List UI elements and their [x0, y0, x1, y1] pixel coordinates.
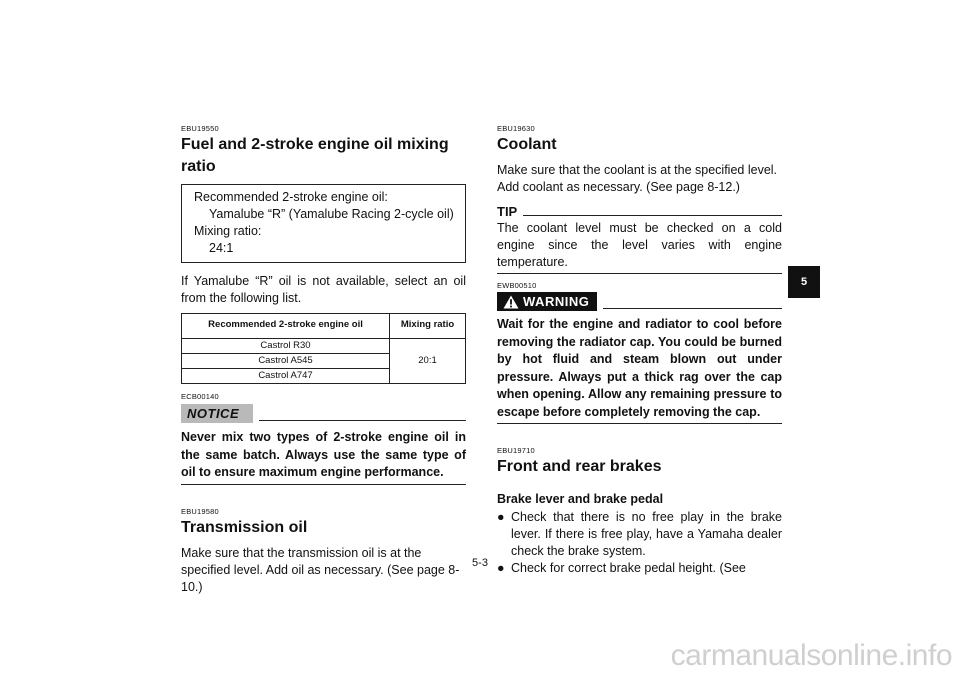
notice-rule: [259, 420, 466, 421]
right-column: [497, 124, 782, 577]
warning-badge: [497, 292, 597, 311]
spec-box: [181, 184, 466, 263]
warning-end-rule: [497, 423, 782, 424]
alternate-oil-text: If Yamalube “R” oil is not available, select an oil from the following list.: [181, 274, 466, 305]
section-code: EBU19550: [181, 124, 219, 133]
tip-label: TIP: [497, 204, 518, 219]
warning-header: [497, 292, 782, 311]
coolant-heading: Coolant: [497, 136, 557, 153]
tip-text: The coolant level must be checked on a cold engine since the level varies with engine temperature.: [497, 221, 782, 269]
tip-end-rule: [497, 273, 782, 274]
spec-label-oil: Recommended 2-stroke engine oil:: [194, 190, 388, 204]
table-cell-ratio: 20:1: [390, 339, 466, 384]
section-code: EBU19580: [181, 506, 219, 516]
table-header-oil: Recommended 2-stroke engine oil: [182, 314, 390, 339]
spec-label-ratio: Mixing ratio:: [194, 224, 262, 238]
table-row: [182, 339, 466, 354]
notice-code: ECB00140: [181, 392, 219, 401]
watermark: carmanualsonline.info: [670, 639, 952, 672]
bullet-icon: ●: [497, 561, 505, 575]
brakes-heading: Front and rear brakes: [497, 458, 662, 475]
tip-rule: [523, 215, 782, 216]
tip-header: [497, 204, 782, 219]
oil-table: [181, 313, 466, 384]
table-cell-oil: Castrol A747: [182, 369, 390, 384]
coolant-text: Make sure that the coolant is at the specified level. Add coolant as necessary. (See page 8-12.): [497, 163, 778, 194]
bullet-text: Check that there is no free play in the brake lever. If there is free play, have a Yamaha dealer check the brake system.: [511, 510, 782, 558]
spec-value-ratio: 24:1: [209, 241, 234, 255]
fuel-oil-heading-line2: ratio: [181, 158, 216, 175]
transmission-text: Make sure that the transmission oil is at the specified level. Add oil as necessary. (See page 8-10.): [181, 545, 460, 594]
notice-text: Never mix two types of 2-stroke engine oil in the same batch. Always use the same type of oil to ensure maximum engine performance.: [181, 430, 466, 479]
warning-text: Wait for the engine and radiator to cool before removing the radiator cap. You could be burned by hot fluid and steam blown out under pressure. Always put a thick rag over the cap when opening. Allow any remaining pressure to escape before completely removing the cap.: [497, 317, 782, 419]
chapter-tab: 5: [788, 266, 820, 298]
brakes-subheading: Brake lever and brake pedal: [497, 492, 664, 506]
transmission-heading: Transmission oil: [181, 518, 308, 536]
table-header-ratio: Mixing ratio: [390, 314, 466, 339]
warning-triangle-icon: [503, 295, 519, 309]
page-number: 5-3: [472, 557, 488, 569]
warning-code: EWB00510: [497, 281, 537, 290]
fuel-oil-heading: [181, 134, 466, 178]
notice-end-rule: [181, 484, 466, 485]
warning-label: WARNING: [523, 294, 590, 309]
spec-value-oil: Yamalube “R” (Yamalube Racing 2-cycle oil): [209, 207, 454, 221]
section-code: EBU19630: [497, 124, 535, 133]
table-cell-oil: Castrol R30: [182, 339, 390, 354]
bullet-icon: ●: [497, 510, 505, 524]
table-header-row: [182, 314, 466, 339]
warning-rule: [603, 308, 782, 309]
section-code: EBU19710: [497, 446, 535, 455]
notice-header: [181, 404, 466, 423]
list-item: [497, 509, 782, 560]
notice-badge: NOTICE: [181, 404, 253, 423]
bullet-text: Check for correct brake pedal height. (See: [511, 561, 746, 575]
fuel-oil-heading-line1: Fuel and 2-stroke engine oil mixing: [181, 136, 449, 153]
table-cell-oil: Castrol A545: [182, 354, 390, 369]
left-column: [181, 124, 466, 602]
